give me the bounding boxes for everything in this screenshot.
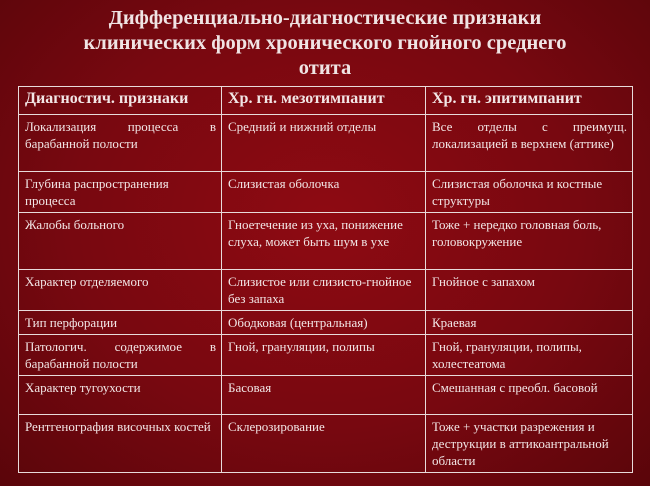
cell-epitympanitis: Краевая [426, 311, 633, 335]
page-title [0, 6, 650, 81]
title-line-1: Дифференциально-диагностические признаки [108, 7, 542, 29]
cell-epitympanitis: Тоже + участки разрежения и деструкции в аттикоантральной области [426, 415, 633, 473]
cell-sign: Характер отделяемого [19, 270, 222, 311]
diagnostic-table [18, 86, 633, 473]
table-row [19, 335, 633, 376]
cell-sign: Патологич. содержимое в барабанной полости [19, 335, 222, 376]
cell-sign: Тип перфорации [19, 311, 222, 335]
cell-mesotympanitis: Гноетечение из уха, понижение слуха, может быть шум в ухе [222, 213, 426, 270]
title-line-3: отита [298, 57, 352, 79]
cell-sign: Рентгенография височных костей [19, 415, 222, 473]
cell-epitympanitis: Смешанная с преобл. басовой [426, 376, 633, 415]
header-signs: Диагностич. признаки [19, 87, 222, 115]
cell-epitympanitis: Слизистая оболочка и костные структуры [426, 172, 633, 213]
table-row [19, 213, 633, 270]
table-row [19, 311, 633, 335]
table-header-row [19, 87, 633, 115]
header-mesotympanitis: Хр. гн. мезотимпанит [222, 87, 426, 115]
table-row [19, 415, 633, 473]
header-epitympanitis: Хр. гн. эпитимпанит [426, 87, 633, 115]
cell-mesotympanitis: Ободковая (центральная) [222, 311, 426, 335]
cell-epitympanitis: Гнойное с запахом [426, 270, 633, 311]
table-row [19, 115, 633, 172]
cell-sign: Глубина распространения процесса [19, 172, 222, 213]
table-row [19, 270, 633, 311]
title-line-2: клинических форм хронического гнойного среднего [83, 32, 567, 54]
cell-epitympanitis: Тоже + нередко головная боль, головокружение [426, 213, 633, 270]
cell-mesotympanitis: Гной, грануляции, полипы [222, 335, 426, 376]
cell-sign: Локализация процесса в барабанной полости [19, 115, 222, 172]
cell-sign: Характер тугоухости [19, 376, 222, 415]
table-row [19, 172, 633, 213]
cell-mesotympanitis: Склерозирование [222, 415, 426, 473]
cell-mesotympanitis: Слизистое или слизисто-гнойное без запаха [222, 270, 426, 311]
cell-mesotympanitis: Басовая [222, 376, 426, 415]
cell-epitympanitis: Все отделы с преимущ. локализацией в верхнем (аттике) [426, 115, 633, 172]
cell-sign: Жалобы больного [19, 213, 222, 270]
cell-mesotympanitis: Средний и нижний отделы [222, 115, 426, 172]
cell-mesotympanitis: Слизистая оболочка [222, 172, 426, 213]
table-row [19, 376, 633, 415]
cell-epitympanitis: Гной, грануляции, полипы, холестеатома [426, 335, 633, 376]
